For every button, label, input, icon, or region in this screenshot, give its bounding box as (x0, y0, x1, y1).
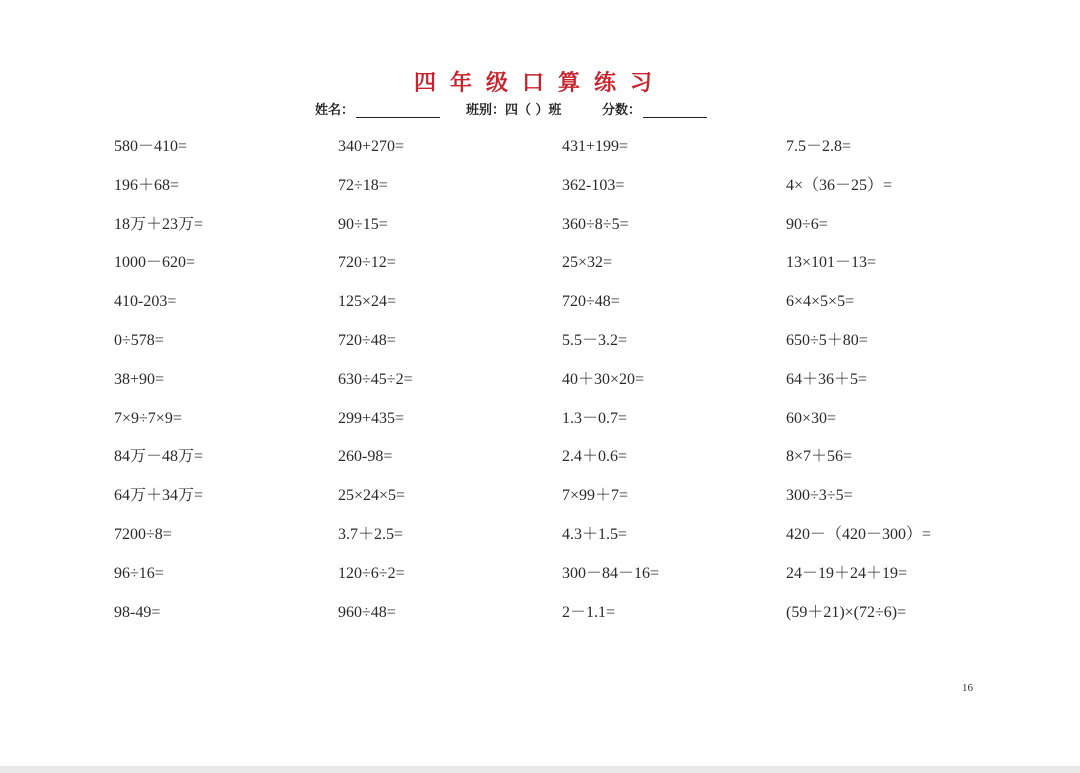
problem-item: 7×9÷7×9= (114, 409, 182, 427)
problem-item: 420－（420－300）= (786, 526, 932, 543)
problem-item: 360÷8÷5= (562, 215, 629, 233)
problem-item: 410-203= (114, 293, 177, 311)
problem-item: 196＋68= (114, 176, 180, 194)
score-label: 分数： (602, 103, 642, 118)
problem-item: 4×（36－25）= (786, 176, 893, 194)
problem-item: 72÷18= (338, 176, 388, 194)
page-edge (0, 766, 1080, 773)
problem-item: 260-98= (338, 448, 393, 466)
problem-item: 120÷6÷2= (338, 564, 405, 582)
problem-item: 1.3－0.7= (562, 409, 628, 427)
problem-item: 340+270= (338, 138, 405, 155)
problem-item: 90÷6= (786, 215, 828, 233)
problem-item: 720÷12= (338, 254, 396, 272)
problem-item: 90÷15= (338, 215, 388, 233)
problem-item: 300÷3÷5= (786, 487, 853, 505)
problem-item: 96÷16= (114, 564, 164, 582)
score-field (602, 99, 707, 118)
problem-item: 720÷48= (338, 332, 396, 349)
problem-item: 300－84－16= (562, 564, 660, 582)
problem-item: 362-103= (562, 176, 625, 194)
worksheet-title: 四年级口算练习 (413, 71, 666, 96)
problem-item: 2.4＋0.6= (562, 448, 628, 466)
problem-item: 84万－48万= (114, 448, 204, 466)
score-blank (643, 104, 707, 118)
problem-item: 13×101－13= (786, 254, 877, 272)
problem-item: 630÷45÷2= (338, 370, 413, 388)
name-label: 姓名： (315, 103, 355, 118)
problem-item: 8×7＋56= (786, 448, 853, 466)
problem-item: 25×32= (562, 254, 613, 272)
problem-item: 960÷48= (338, 603, 396, 621)
problem-item: 18万＋23万= (114, 215, 204, 233)
problem-item: 0÷578= (114, 332, 164, 349)
problem-item: 60×30= (786, 409, 837, 427)
class-label: 班别：四（ ）班 (466, 103, 562, 118)
problem-item: 64万＋34万= (114, 487, 204, 505)
problem-item: 299+435= (338, 409, 405, 427)
problem-item: 5.5－3.2= (562, 332, 628, 349)
problem-item: 64＋36＋5= (786, 370, 868, 388)
name-field (315, 99, 440, 118)
problem-item: 431+199= (562, 138, 629, 155)
problem-item: 125×24= (338, 293, 397, 311)
problem-item: 2－1.1= (562, 603, 616, 621)
name-blank (356, 104, 440, 118)
problem-item: 650÷5＋80= (786, 332, 868, 349)
problem-item: 24－19＋24＋19= (786, 564, 908, 582)
problem-item: (59＋21)×(72÷6)= (786, 603, 907, 621)
problem-item: 4.3＋1.5= (562, 526, 628, 543)
problem-item: 6×4×5×5= (786, 293, 855, 311)
problem-item: 7200÷8= (114, 526, 172, 543)
problem-item: 1000－620= (114, 254, 196, 272)
problem-item: 98-49= (114, 603, 161, 621)
problem-item: 40＋30×20= (562, 370, 645, 388)
page-number: 16 (962, 682, 973, 694)
problem-item: 3.7＋2.5= (338, 526, 404, 543)
problem-item: 7×99＋7= (562, 487, 629, 505)
problem-item: 38+90= (114, 370, 165, 388)
class-field (466, 99, 562, 118)
problem-item: 720÷48= (562, 293, 620, 311)
problem-item: 25×24×5= (338, 487, 406, 505)
problem-item: 580－410= (114, 138, 188, 155)
problem-item: 7.5－2.8= (786, 138, 852, 155)
